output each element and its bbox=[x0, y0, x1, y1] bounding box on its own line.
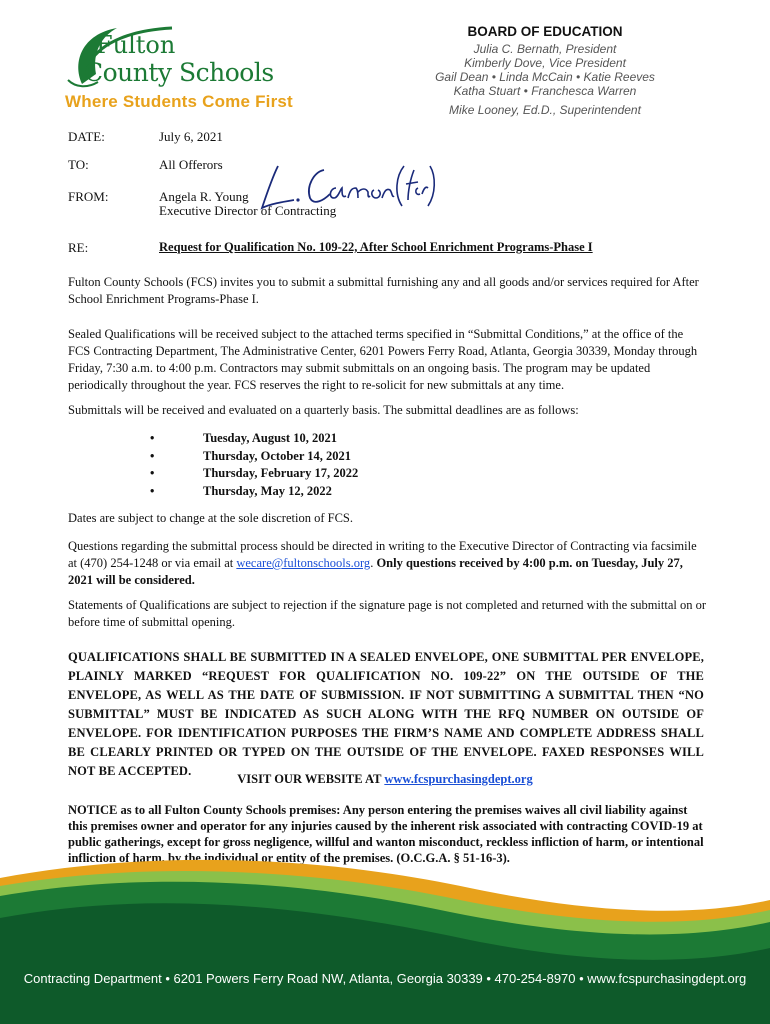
logo-tagline: Where Students Come First bbox=[65, 92, 293, 111]
bullet-icon: • bbox=[150, 466, 155, 480]
paragraph-sealed-qualifications: Sealed Qualifications will be received subject to the attached terms specified in “Submittal Conditions,” at the office of the FCS Contracting Department, The Administrative Center, 6201 Powers Ferry Road, Atlanta, Georgia 30339, Monday through Friday, 7:30 a.m. to 4:00 p.m. Contractors may submit submittals on an ongoing basis. The program may be updated periodically throughout the year. FCS reserves the right to re-solicit for new submittals at any time. bbox=[68, 327, 698, 392]
from-title: Executive Director of Contracting bbox=[159, 203, 337, 218]
deadline-date: Thursday, May 12, 2022 bbox=[203, 483, 332, 498]
paragraph-rejection: Statements of Qualifications are subject to rejection if the signature page is not completed and returned with the submittal on or before time of submittal opening. bbox=[68, 598, 707, 629]
logo-line-county-schools: County Schools bbox=[84, 58, 274, 87]
date-value: July 6, 2021 bbox=[159, 129, 223, 144]
to-value: All Offerors bbox=[159, 157, 223, 172]
re-subject: Request for Qualification No. 109-22, After School Enrichment Programs-Phase I bbox=[159, 240, 593, 254]
bullet-icon: • bbox=[150, 448, 155, 463]
list-item bbox=[150, 465, 358, 483]
list-item bbox=[150, 483, 358, 501]
deadline-date: Tuesday, August 10, 2021 bbox=[203, 431, 337, 445]
visit-website-line bbox=[0, 772, 770, 787]
paragraph-questions bbox=[68, 538, 708, 589]
from-label: FROM: bbox=[68, 189, 109, 204]
questions-text-sep: . bbox=[370, 556, 377, 570]
email-link[interactable]: wecare@fultonschools.org bbox=[236, 556, 371, 570]
questions-text: Questions regarding the submittal process should be directed in writing to the Executive Director of Contracting via facsimile at (470) 254-1248 or via email at bbox=[68, 539, 697, 570]
board-member-line: Katha Stuart • Franchesca Warren bbox=[453, 84, 637, 98]
deadline-date: Thursday, October 14, 2021 bbox=[203, 448, 352, 463]
paragraph-dates-subject-to-change: Dates are subject to change at the sole discretion of FCS. bbox=[68, 511, 353, 525]
board-member-line: Julia C. Bernath, President bbox=[473, 42, 617, 56]
bullet-icon: • bbox=[150, 431, 155, 445]
visit-label: VISIT OUR WEBSITE AT bbox=[237, 772, 385, 786]
list-item bbox=[150, 430, 358, 448]
re-label: RE: bbox=[68, 240, 89, 255]
questions-deadline: Only questions received by 4:00 p.m. on Tuesday, July 27, 2021 will be considered. bbox=[68, 556, 683, 587]
board-member-line: Gail Dean • Linda McCain • Katie Reeves bbox=[435, 70, 655, 84]
superintendent-line: Mike Looney, Ed.D., Superintendent bbox=[449, 103, 641, 117]
covid-notice: NOTICE as to all Fulton County Schools premises: Any person entering the premises waives all civil liability against this premises owner and operator for any injuries caused by the inherent risk associated with contracting COVID-19 at public gatherings, except for gross negligence, willful and wanton misconduct, reckless infliction of harm, or intentional infliction of harm, by the individual or entity of the premises. (O.C.G.A. § 51-16-3). bbox=[68, 803, 704, 865]
to-label: TO: bbox=[68, 157, 89, 172]
list-item bbox=[150, 448, 358, 466]
bullet-icon: • bbox=[150, 483, 155, 498]
from-name: Angela R. Young bbox=[159, 189, 249, 204]
board-member-line: Kimberly Dove, Vice President bbox=[464, 56, 626, 70]
submission-instructions: QUALIFICATIONS SHALL BE SUBMITTED IN A SEALED ENVELOPE, ONE SUBMITTAL PER ENVELOPE, PLAINLY MARKED “REQUEST FOR QUALIFICATION NO. 109-22” ON THE OUTSIDE OF THE ENVELOPE, AS WELL AS THE DATE OF SUBMISSION. IF NOT SUBMITTING A SUBMITTAL THEN “NO SUBMITTAL” MUST BE INDICATED AS SUCH ALONG WITH THE RFQ NUMBER ON OUTSIDE OF ENVELOPE. FOR IDENTIFICATION PURPOSES THE FIRM’S NAME AND COMPLETE ADDRESS SHALL BE CLEARLY PRINTED OR TYPED ON THE OUTSIDE OF THE ENVELOPE. FAXED RESPONSES WILL NOT BE ACCEPTED. bbox=[68, 650, 704, 778]
website-link[interactable]: www.fcspurchasingdept.org bbox=[384, 772, 533, 786]
board-of-education-block bbox=[415, 24, 675, 117]
board-title: BOARD OF EDUCATION bbox=[467, 24, 623, 39]
logo-line-fulton: Fulton bbox=[96, 31, 176, 59]
deadline-list bbox=[150, 430, 358, 500]
footer-contact-line: Contracting Department • 6201 Powers Ferry Road NW, Atlanta, Georgia 30339 • 470-254-8970 • www.fcspurchasingdept.org bbox=[23, 971, 747, 986]
handwritten-signature bbox=[258, 156, 438, 218]
date-label: DATE: bbox=[68, 129, 105, 144]
deadline-date: Thursday, February 17, 2022 bbox=[203, 466, 359, 480]
footer-wave-graphic bbox=[0, 848, 770, 1024]
paragraph-intro: Fulton County Schools (FCS) invites you to submit a submittal furnishing any and all goods and/or services required for After School Enrichment Programs-Phase I. bbox=[68, 275, 699, 306]
paragraph-deadlines-intro: Submittals will be received and evaluated on a quarterly basis. The submittal deadlines are as follows: bbox=[68, 403, 579, 417]
